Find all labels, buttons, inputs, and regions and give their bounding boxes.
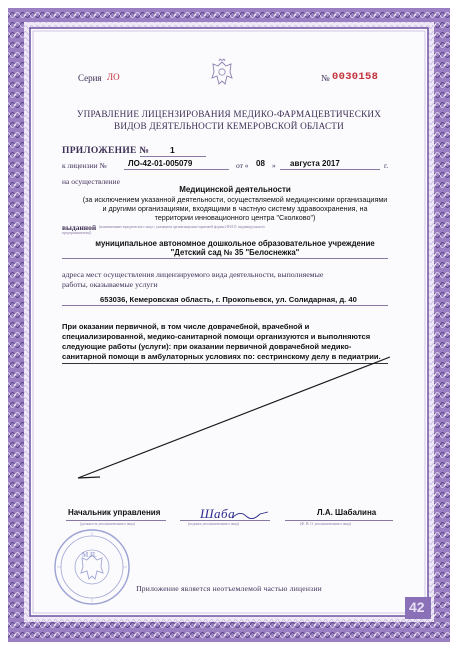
stamp-mp-label: М.П. xyxy=(82,551,97,559)
year-suffix: г. xyxy=(384,161,389,170)
series-label: Серия xyxy=(78,73,102,83)
activity-note-3: территории инновационного центра "Сколково") xyxy=(154,213,316,222)
series-value: ЛО xyxy=(107,72,120,82)
footer-note: Приложение является неотъемлемой частью лицензии xyxy=(136,584,322,593)
license-underline xyxy=(124,169,229,170)
services-line-3: следующие работы (услуги): при оказании первичной доврачебной медико- xyxy=(62,342,352,351)
printer-imprint: ЗАО «ОПЦИОН», Москва, 2017 г., «Б» xyxy=(193,626,265,631)
number-label: № xyxy=(321,73,330,83)
date-day-close: » xyxy=(272,161,276,170)
coat-of-arms-emblem xyxy=(209,58,235,90)
issuer-title-line2: ВИДОВ ДЕЯТЕЛЬНОСТИ КЕМЕРОВСКОЙ ОБЛАСТИ xyxy=(114,121,344,131)
signatory-position: Начальник управления xyxy=(68,508,161,517)
services-line-4: санитарной помощи в амбулаторных условиях по: сестринскому делу в педиатрии. xyxy=(62,352,381,361)
org-underline xyxy=(62,258,388,259)
official-stamp xyxy=(52,527,132,607)
date-day: 08 xyxy=(256,159,265,168)
activity-note-1: (за исключением указанной деятельности, осуществляемой медицинскими организациями xyxy=(82,195,388,204)
activity-label: на осуществление xyxy=(62,177,120,186)
strike-through-line xyxy=(60,355,400,485)
date-underline xyxy=(280,169,380,170)
issuer-title-line1: УПРАВЛЕНИЕ ЛИЦЕНЗИРОВАНИЯ МЕДИКО-ФАРМАЦЕВТИЧЕСКИХ xyxy=(76,109,382,119)
appendix-underline xyxy=(140,156,206,157)
issued-hint-1: (наименование юридического лица с указанием организационно-правовой формы (Ф.И.О. индивидуального xyxy=(99,225,265,229)
address-underline xyxy=(62,305,388,306)
date-month-year: августа 2017 xyxy=(290,159,340,168)
name-hint: (Ф. И. О. уполномоченного лица) xyxy=(300,522,352,526)
document-number: 0030158 xyxy=(332,71,379,83)
address-label-1: адреса мест осуществления лицензируемого вида деятельности, выполняемые xyxy=(62,270,324,279)
services-line-2: специализированной, медико-санитарной помощи организуются и выполняются xyxy=(62,332,371,341)
activity-title: Медицинской деятельности xyxy=(179,185,291,194)
name-underline xyxy=(285,520,393,521)
activity-note-2: и другими организациями, входящими в частную систему здравоохранения, на xyxy=(102,204,368,213)
address-value: 653036, Кемеровская область, г. Прокопьевск, ул. Солидарная, д. 40 xyxy=(100,295,357,304)
to-license-label: к лицензии № xyxy=(62,161,107,170)
signature-hint: (подпись уполномоченного лица) xyxy=(188,522,240,526)
position-underline xyxy=(66,520,166,521)
issued-label: выданной xyxy=(62,223,97,232)
signature-underline xyxy=(180,520,270,521)
appendix-number: 1 xyxy=(170,145,175,155)
corner-number: 42 xyxy=(409,599,425,615)
position-hint: (должность уполномоченного лица) xyxy=(80,522,136,526)
handwritten-signature: Шаба xyxy=(200,506,236,521)
organization-name-line2: "Детский сад № 35 "Белоснежка" xyxy=(170,248,300,257)
license-number: ЛО-42-01-005079 xyxy=(128,159,193,168)
appendix-label: ПРИЛОЖЕНИЕ № xyxy=(62,146,150,156)
address-label-2: работы, оказываемые услуги xyxy=(62,280,158,289)
date-from-label: от « xyxy=(236,161,249,170)
issued-hint-2: предпринимателя)) xyxy=(62,231,92,235)
signatory-name: Л.А. Шабалина xyxy=(317,508,377,517)
services-line-1: При оказании первичной, в том числе доврачебной, врачебной и xyxy=(62,322,310,331)
organization-name-line1: муниципальное автономное дошкольное образовательное учреждение xyxy=(95,239,375,248)
